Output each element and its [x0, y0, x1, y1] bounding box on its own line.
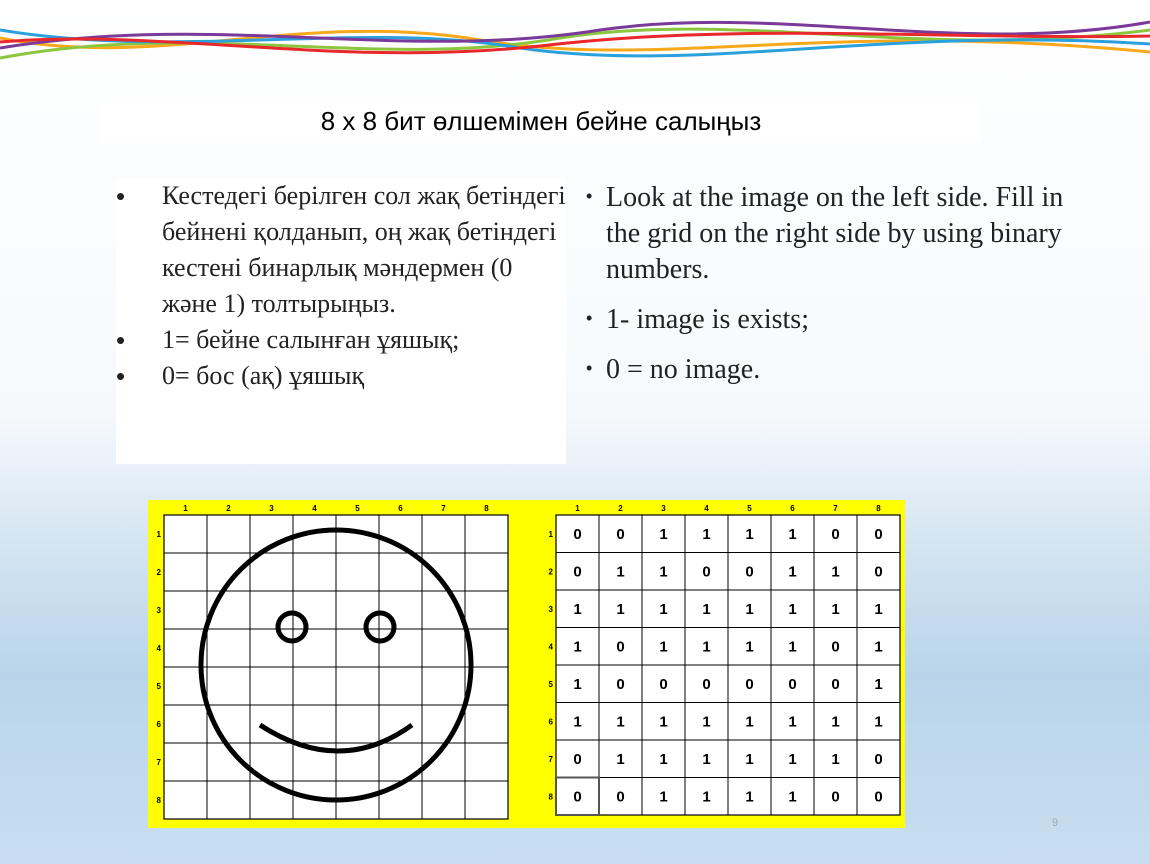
right-grid-row-header: 4 [548, 642, 553, 652]
grid-cell-value: 1 [659, 525, 668, 543]
grid-cell-value: 0 [616, 638, 625, 656]
grid-cell-value: 1 [702, 713, 711, 731]
grid-cell-value: 1 [788, 638, 797, 656]
grid-cell-value: 0 [831, 675, 840, 693]
grid-cell-value: 0 [874, 788, 883, 806]
grid-cell-value: 1 [874, 713, 883, 731]
right-grid-row-header: 8 [548, 792, 553, 802]
list-item-text: Look at the image on the left side. Fill in the grid on the right side by using binary numbers. [606, 182, 1064, 285]
grid-cell-value: 1 [831, 750, 840, 768]
grid-cell-value: 1 [874, 675, 883, 693]
right-grid-row-header: 7 [548, 754, 553, 764]
right-grid-row-header: 2 [548, 567, 553, 577]
list-item [116, 322, 566, 358]
grid-cell-value: 0 [745, 563, 754, 581]
list-item-text: 1- image is exists; [606, 304, 809, 335]
list-item-text: 1= бейне салынған ұяшық; [162, 325, 460, 354]
slide-title-box [100, 100, 982, 142]
left-grid-col-header: 2 [226, 504, 231, 513]
grid-cell-value: 1 [702, 600, 711, 618]
grid-cell-value: 0 [702, 563, 711, 581]
list-item-text: 0 = no image. [606, 354, 761, 385]
grid-cell-value: 1 [874, 600, 883, 618]
list-item-text: Кестедегі берілген сол жақ бетіндегі бейнені қолданып, оң жақ бетіндегі кестені бинарлық мәндермен (0 және 1) толтырыңыз. [162, 181, 566, 318]
left-grid-row-header: 1 [156, 530, 161, 539]
grid-cell-value: 1 [874, 638, 883, 656]
left-grid-col-header: 5 [355, 504, 360, 513]
grid-cell-value: 1 [788, 525, 797, 543]
grid-cell-value: 1 [702, 788, 711, 806]
bullet-marker: • [586, 358, 593, 378]
left-grid-col-header: 7 [441, 504, 446, 513]
bullet-marker: • [116, 181, 126, 211]
grid-cell-value: 0 [874, 563, 883, 581]
bullet-marker: • [586, 186, 593, 206]
grid-cell-value: 1 [788, 600, 797, 618]
grid-cell-value: 0 [616, 788, 625, 806]
decorative-waves [0, 0, 1150, 90]
grid-cell-value: 1 [702, 750, 711, 768]
grid-cell-value: 1 [616, 750, 625, 768]
grid-cell-value: 1 [745, 713, 754, 731]
left-grid-col-header: 6 [398, 504, 403, 513]
grid-cell-value: 1 [573, 713, 582, 731]
right-grid-col-header: 2 [618, 504, 623, 513]
right-grid-row-header: 6 [548, 717, 553, 727]
grid-cell-value: 0 [573, 750, 582, 768]
kazakh-instructions [116, 178, 566, 464]
grid-cell-value: 1 [702, 525, 711, 543]
left-grid-row-header: 2 [156, 568, 161, 577]
list-item [116, 178, 566, 322]
grid-cell-value: 1 [831, 600, 840, 618]
left-grid-col-header: 3 [269, 504, 274, 513]
right-grid-row-header: 3 [548, 604, 553, 614]
grid-cell-value: 1 [573, 675, 582, 693]
left-grid-col-header: 1 [183, 504, 188, 513]
right-grid-row-header: 1 [548, 529, 553, 539]
grid-cell-value: 0 [573, 525, 582, 543]
grid-cell-value: 1 [831, 713, 840, 731]
page-number: 9 [1052, 817, 1059, 829]
grid-cell-value: 1 [745, 600, 754, 618]
left-grid-row-header: 5 [156, 682, 161, 691]
grid-cell-value: 1 [659, 750, 668, 768]
grid-cell-value: 0 [573, 788, 582, 806]
grid-cell-value: 1 [659, 713, 668, 731]
list-item [586, 302, 1086, 338]
right-grid-col-header: 6 [790, 504, 795, 513]
left-grid-row-header: 8 [156, 796, 161, 805]
grid-cell-value: 1 [745, 750, 754, 768]
grid-cell-value: 0 [831, 525, 840, 543]
bullet-marker: • [116, 325, 126, 355]
right-grid-row-header: 5 [548, 679, 553, 689]
grid-cell-value: 1 [659, 563, 668, 581]
grid-cell-value: 1 [745, 638, 754, 656]
list-item-text: 0= бос (ақ) ұяшық [162, 361, 365, 390]
grid-exercise-panel [148, 500, 905, 828]
left-grid-row-header: 7 [156, 758, 161, 767]
grid-cell-value: 1 [659, 638, 668, 656]
grid-cell-value: 0 [573, 563, 582, 581]
bullet-marker: • [116, 361, 126, 391]
grid-cell-value: 1 [745, 788, 754, 806]
grid-cell-value: 1 [788, 750, 797, 768]
grid-cell-value: 0 [831, 788, 840, 806]
left-grid-col-header: 8 [484, 504, 489, 513]
right-grid-col-header: 4 [704, 504, 709, 513]
grid-cell-value: 1 [659, 788, 668, 806]
slide-title: 8 x 8 бит өлшемімен бейне салыңыз [320, 105, 762, 136]
right-grid-col-header: 8 [876, 504, 881, 513]
grid-cell-value: 1 [788, 713, 797, 731]
grid-cell-value: 0 [874, 525, 883, 543]
grid-cell-value: 1 [573, 600, 582, 618]
grid-cell-value: 1 [659, 600, 668, 618]
grid-cell-value: 1 [788, 788, 797, 806]
grid-cell-value: 1 [831, 563, 840, 581]
left-grid-row-header: 3 [156, 606, 161, 615]
grid-cell-value: 0 [745, 675, 754, 693]
english-instructions [586, 180, 1086, 388]
grid-cell-value: 1 [702, 638, 711, 656]
grid-cell-value: 1 [616, 563, 625, 581]
grid-cell-value: 0 [788, 675, 797, 693]
grid-cell-value: 1 [745, 525, 754, 543]
list-item [116, 358, 566, 394]
left-grid-row-header: 4 [156, 644, 161, 653]
grid-cell-value: 0 [702, 675, 711, 693]
grid-cell-value: 1 [573, 638, 582, 656]
right-grid-col-header: 7 [833, 504, 838, 513]
grid-cell-value: 0 [616, 525, 625, 543]
left-grid-row-header: 6 [156, 720, 161, 729]
left-grid-col-header: 4 [312, 504, 317, 513]
grid-cell-value: 1 [788, 563, 797, 581]
list-item [586, 352, 1086, 388]
grid-cell-value: 1 [616, 600, 625, 618]
right-grid-col-header: 5 [747, 504, 752, 513]
list-item [586, 180, 1086, 288]
grid-cell-value: 0 [831, 638, 840, 656]
bullet-marker: • [586, 308, 593, 328]
right-grid-col-header: 1 [575, 504, 580, 513]
grids-canvas [148, 500, 905, 828]
grid-cell-value: 0 [659, 675, 668, 693]
grid-cell-value: 0 [616, 675, 625, 693]
grid-cell-value: 0 [874, 750, 883, 768]
right-grid-col-header: 3 [661, 504, 666, 513]
grid-cell-value: 1 [616, 713, 625, 731]
